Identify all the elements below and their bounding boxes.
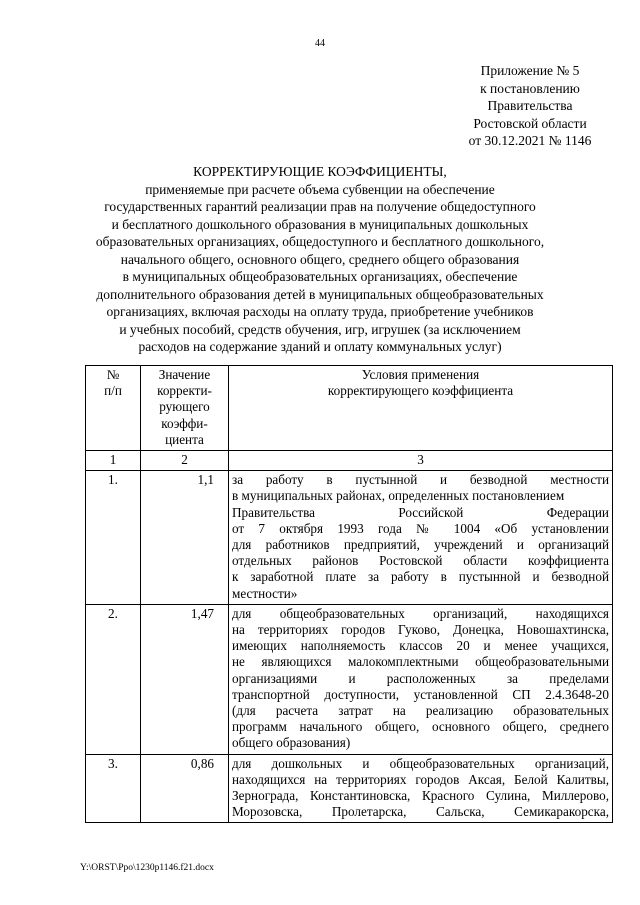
- condition-line: не являющихся малокомплектными общеобразовательными: [232, 654, 609, 670]
- condition-line: местности»: [232, 585, 298, 601]
- appendix-line: Приложение № 5: [480, 63, 580, 78]
- row-coefficient: 0,86: [141, 754, 229, 823]
- condition-line: для дошкольных и общеобразовательных организаций,: [232, 755, 609, 771]
- header-value-line: Значение: [158, 367, 211, 382]
- title-line: в муниципальных общеобразовательных организациях, обеспечение: [122, 269, 518, 284]
- appendix-line: к постановлению: [480, 80, 580, 96]
- condition-line: имеющих наполняемость классов 20 и менее учащихся,: [232, 638, 609, 654]
- document-title: [0, 163, 640, 356]
- table-row: [86, 471, 613, 605]
- title-line: образовательных организациях, общедоступного и бесплатного дошкольного,: [95, 234, 545, 249]
- header-conditions-line: Условия применения: [361, 367, 480, 382]
- appendix-line: Правительства: [487, 98, 573, 113]
- header-num-line: п/п: [104, 383, 122, 399]
- condition-line: в муниципальных районах, определенных постановлением: [232, 488, 565, 504]
- condition-line: транспортной доступности, установленной СП 2.4.3648-20: [232, 686, 609, 702]
- condition-line: от 7 октября 1993 года № 1004 «Об установлении: [232, 520, 609, 536]
- page-number: 44: [315, 38, 325, 49]
- row-conditions: [229, 754, 613, 823]
- row-number: 1.: [86, 471, 141, 605]
- title-line: организациях, включая расходы на оплату труда, приобретение учебников: [106, 304, 534, 319]
- table-row: [86, 604, 613, 754]
- appendix-line: от 30.12.2021 № 1146: [468, 133, 592, 148]
- title-heading: КОРРЕКТИРУЮЩИЕ КОЭФФИЦИЕНТЫ,: [193, 164, 447, 179]
- row-coefficient: 1,47: [141, 604, 229, 754]
- condition-line: отдельных районов Ростовской области коэффициента: [232, 553, 609, 569]
- condition-line: Правительства Российской Федерации: [232, 504, 609, 520]
- index-cell: 3: [229, 451, 613, 471]
- row-conditions: [229, 471, 613, 605]
- row-conditions: [229, 604, 613, 754]
- header-value: [141, 366, 229, 451]
- title-line: государственных гарантий реализации прав на получение общедоступного: [104, 199, 536, 214]
- row-number: 3.: [86, 754, 141, 823]
- header-value-line: корректи-: [157, 383, 212, 399]
- condition-line: Зернограда, Константиновска, Красного Сулина, Миллерово,: [232, 788, 609, 804]
- table-row: [86, 754, 613, 823]
- title-line: и бесплатного дошкольного образования в муниципальных дошкольных: [111, 216, 529, 232]
- row-number: 2.: [86, 604, 141, 754]
- condition-line: общего образования): [232, 735, 351, 751]
- header-num-line: №: [106, 367, 120, 382]
- index-cell: 1: [86, 451, 141, 471]
- condition-line: на территориях городов Гуково, Донецка, Новошахтинска,: [232, 622, 609, 638]
- table-index-row: [86, 451, 613, 471]
- header-value-line: рующего: [159, 399, 210, 415]
- index-cell: 2: [141, 451, 229, 471]
- header-value-line: циента: [165, 431, 204, 447]
- header-num: [86, 366, 141, 451]
- condition-line: находящихся на территориях городов Аксая, Белой Калитвы,: [232, 771, 609, 787]
- title-line: и учебных пособий, средств обучения, игр, игрушек (за исключением: [119, 321, 521, 337]
- appendix-header: [420, 62, 640, 150]
- condition-line: программ начального общего, основного общего, среднего: [232, 719, 609, 735]
- condition-line: за работу в пустынной и безводной местности: [232, 472, 609, 488]
- title-line: дополнительного образования детей в муниципальных общеобразовательных: [96, 286, 544, 302]
- appendix-line: Ростовской области: [473, 115, 587, 131]
- row-coefficient: 1,1: [141, 471, 229, 605]
- header-value-line: коэффи-: [161, 415, 208, 431]
- condition-line: Морозовска, Пролетарска, Сальска, Семикаракорска,: [232, 804, 609, 820]
- condition-line: (для расчета затрат на реализацию образовательных: [232, 703, 609, 719]
- title-line: применяемые при расчете объема субвенции на обеспечение: [145, 181, 495, 197]
- file-path-footer: Y:\ORST\Ppo\1230p1146.f21.docx: [80, 863, 214, 873]
- condition-line: организациями и расположенных за пределами: [232, 670, 609, 686]
- condition-line: к заработной плате за работу в пустынной и безводной: [232, 569, 609, 585]
- table-header-row: [86, 366, 613, 451]
- title-line: расходов на содержание зданий и оплату коммунальных услуг): [138, 339, 502, 354]
- condition-line: для общеобразовательных организаций, находящихся: [232, 605, 609, 621]
- header-conditions: [229, 366, 613, 451]
- coefficients-table: [85, 365, 613, 823]
- condition-line: для работников предприятий, учреждений и организаций: [232, 537, 609, 553]
- header-conditions-line: корректирующего коэффициента: [327, 383, 514, 399]
- title-line: начального общего, основного общего, среднего общего образования: [120, 251, 520, 267]
